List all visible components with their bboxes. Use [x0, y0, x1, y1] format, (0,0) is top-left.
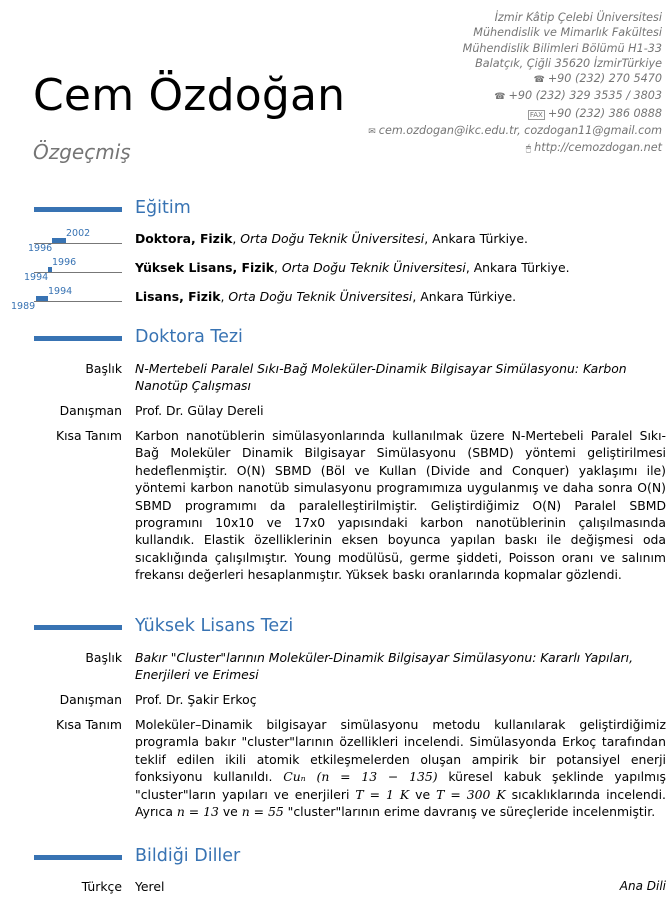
field-label: Başlık [85, 361, 122, 376]
msc-advisor: Prof. Dr. Şakir Erkoç [135, 692, 257, 707]
field-label: Kısa Tanım [55, 717, 122, 732]
abstract-text: "cluster"larının erime davranış ve süreçleride incelenmiştir. [283, 804, 656, 820]
math-expression: T = 300 K [436, 786, 506, 802]
fax-line [368, 106, 662, 123]
phone-icon: ☎ [533, 75, 545, 86]
timeline-bar [36, 296, 48, 301]
phone-number: +90 (232) 329 3535 / 3803 [508, 89, 662, 103]
phone-line [368, 71, 662, 88]
school: Orta Doğu Teknik Üniversitesi [240, 231, 425, 246]
phd-advisor: Prof. Dr. Gülay Dereli [135, 403, 264, 418]
fax-number: +90 (232) 386 0888 [547, 106, 662, 120]
education-entry: Yüksek Lisans, Fizik, Orta Doğu Teknik Üniversitesi, Ankara Türkiye. [135, 260, 570, 275]
address-line: Mühendislik Bilimleri Bölümü H1-33 [462, 41, 662, 55]
contact-block [368, 10, 662, 158]
timeline-axis [34, 301, 122, 302]
section-title-msc-thesis: Yüksek Lisans Tezi [135, 616, 294, 636]
fax-icon: FAX [529, 110, 543, 119]
address-line: İzmir Kâtip Çelebi Üniversitesi [494, 11, 662, 24]
math-expression: n = 55 [241, 804, 284, 820]
timeline-start-year: 1989 [11, 301, 36, 312]
field-label: Kısa Tanım [55, 428, 122, 443]
field-label: Danışman [59, 692, 122, 707]
section-bar [34, 625, 122, 630]
abstract-text: ve [409, 786, 437, 802]
math-expression: Cuₙ (n = 13 − 135) [283, 769, 438, 785]
homepage-link[interactable]: http://cemozdogan.net [534, 141, 662, 155]
section-title-languages: Bildiği Diller [135, 846, 241, 866]
section-bar [34, 207, 122, 212]
math-expression: T = 1 K [355, 786, 410, 802]
email-icon: ✉ [368, 127, 376, 138]
math-expression: n = 13 [176, 804, 219, 820]
degree: Yüksek Lisans, Fizik [135, 260, 274, 275]
phone-number: +90 (232) 270 5470 [547, 72, 662, 86]
phd-abstract: Karbon nanotüblerin simülasyonlarında kullanılmak üzere N-Mertebeli Paralel Sıkı-Bağ Moleküler Dinamik Bilgisayar Simülasyonu (SBMD) yöntemi geliştirilmesi hedeflenmiştir. O(N) SBMD (Böl ve Kullan (Divide and Conquer) yaklaşımı ile) yöntemi karbon nanotüb simulasyonu programımıza uygulanmış ve daha sonra O(N) SBMD programımı da paralelleştirilmiştir. Geliştirdiğimiz O(N) Paralel SBMD programını 10x10 ve 17x0 yapısındaki karbon nanotüblerinin çalışılmasında kullandık. Elastik özelliklerinin eksen boyunca yapılan baskı ile değişmesi oda sıcaklığında çalışılmıştır. Young modülüsü, germe şiddeti, Poisson oranı ve salınım frekansı değerleri hesaplanmıştır. Yüksek baskı oranlarında kopmalar gözlendi. [135, 428, 666, 583]
section-title-phd-thesis: Doktora Tezi [135, 327, 243, 347]
person-name: Cem Özdoğan [33, 70, 346, 121]
address-line: Mühendislik ve Mimarlık Fakültesi [473, 26, 662, 40]
abstract-text: sıcaklıklarında incelendi. Ayrıca [135, 786, 666, 820]
language-name: Türkçe [81, 879, 122, 894]
field-label: Danışman [59, 403, 122, 418]
education-entry: Lisans, Fizik, Orta Doğu Teknik Üniversitesi, Ankara Türkiye. [135, 289, 517, 304]
location: , Ankara Türkiye. [424, 231, 528, 246]
timeline-end-year: 1996 [52, 257, 77, 268]
timeline-start-year: 1996 [28, 243, 53, 254]
location: , Ankara Türkiye. [465, 260, 570, 275]
email-link[interactable]: cem.ozdogan@ikc.edu.tr, cozdogan11@gmail.com [378, 124, 662, 138]
abstract-text: Moleküler–Dinamik bilgisayar simülasyonu metodu kullanılarak geliştirdiğimiz programla bakır "cluster"larının özellikleri incelendi. Simülasyonda Erkoç tarafından teklif edilen ikili atomik etkileşmelerden oluşan ampirik bir potansiyel enerji fonksiyonu kullanıldı. [135, 717, 666, 785]
field-label: Başlık [85, 650, 122, 665]
school: Orta Doğu Teknik Üniversitesi [228, 289, 413, 304]
language-level: Yerel [135, 879, 165, 894]
abstract-text: ve [218, 804, 242, 820]
section-title-education: Eğitim [135, 198, 191, 218]
timeline-end-year: 2002 [66, 228, 91, 239]
timeline-start-year: 1994 [24, 272, 49, 283]
abstract-text: küresel kabuk şeklinde yapılmış "cluster"ların yapıları ve enerjileri [135, 769, 666, 802]
education-entry: Doktora, Fizik, Orta Doğu Teknik Üniversitesi, Ankara Türkiye. [135, 231, 528, 246]
address-line: Balatçık, Çiğli 35620 İzmirTürkiye [475, 56, 662, 70]
phone-line [368, 88, 662, 105]
email-line [368, 123, 662, 140]
degree: Lisans, Fizik [135, 289, 221, 304]
web-line [368, 140, 662, 157]
language-comment: Ana Dili [619, 879, 666, 893]
msc-abstract [135, 716, 666, 820]
timeline-end-year: 1994 [48, 286, 73, 297]
location: , Ankara Türkiye. [412, 289, 517, 304]
document-subtitle: Özgeçmiş [33, 140, 131, 164]
timeline-bar [52, 238, 66, 243]
phone-icon: ☎ [494, 92, 506, 103]
section-bar [34, 855, 122, 860]
mouse-icon: 🖱 [525, 144, 532, 155]
phd-thesis-title: N-Mertebeli Paralel Sıkı-Bağ Moleküler-Dinamik Bilgisayar Simülasyonu: Karbon Nanotüp Çalışması [135, 361, 627, 394]
degree: Doktora, Fizik [135, 231, 233, 246]
school: Orta Doğu Teknik Üniversitesi [281, 260, 466, 275]
section-bar [34, 336, 122, 341]
msc-thesis-title: Bakır "Cluster"larının Moleküler-Dinamik Bilgisayar Simülasyonu: Kararlı Yapıları, Enerjileri ve Erimesi [135, 650, 634, 683]
